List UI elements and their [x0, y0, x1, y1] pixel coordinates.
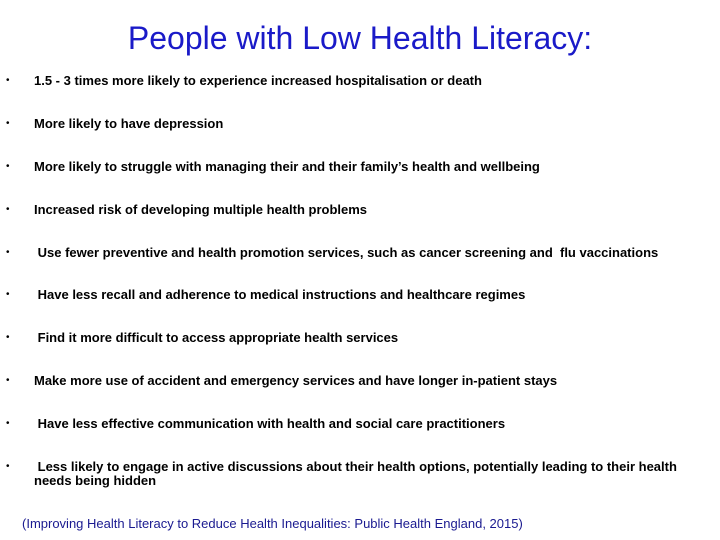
bullet-icon: •: [6, 461, 10, 472]
bullet-icon: •: [6, 289, 10, 300]
bullet-icon: •: [6, 204, 10, 215]
bullet-text: More likely to have depression: [34, 116, 224, 131]
bullet-icon: •: [6, 75, 10, 86]
bullet-icon: •: [6, 118, 10, 129]
bullet-text: Less likely to engage in active discussions about their health options, potentially leading to their health needs being hidden: [34, 459, 681, 488]
citation: (Improving Health Literacy to Reduce Health Inequalities: Public Health England, 2015): [22, 516, 523, 531]
bullet-text: Increased risk of developing multiple health problems: [34, 202, 368, 217]
slide-title: People with Low Health Literacy:: [127, 20, 593, 56]
bullet-icon: •: [6, 332, 10, 343]
bullet-text: Use fewer preventive and health promotion services, such as cancer screening and flu vaccinations: [34, 245, 659, 260]
bullet-icon: •: [6, 247, 10, 258]
bullet-text: Have less effective communication with health and social care practitioners: [34, 416, 506, 431]
bullet-icon: •: [6, 418, 10, 429]
bullet-text: Make more use of accident and emergency services and have longer in-patient stays: [34, 373, 558, 388]
bullet-text: 1.5 - 3 times more likely to experience increased hospitalisation or death: [34, 73, 482, 88]
bullet-text: Find it more difficult to access appropriate health services: [34, 330, 399, 345]
bullet-text: Have less recall and adherence to medical instructions and healthcare regimes: [34, 287, 526, 302]
bullet-icon: •: [6, 375, 10, 386]
bullet-text: More likely to struggle with managing their and their family’s health and wellbeing: [34, 159, 540, 174]
bullet-icon: •: [6, 161, 10, 172]
